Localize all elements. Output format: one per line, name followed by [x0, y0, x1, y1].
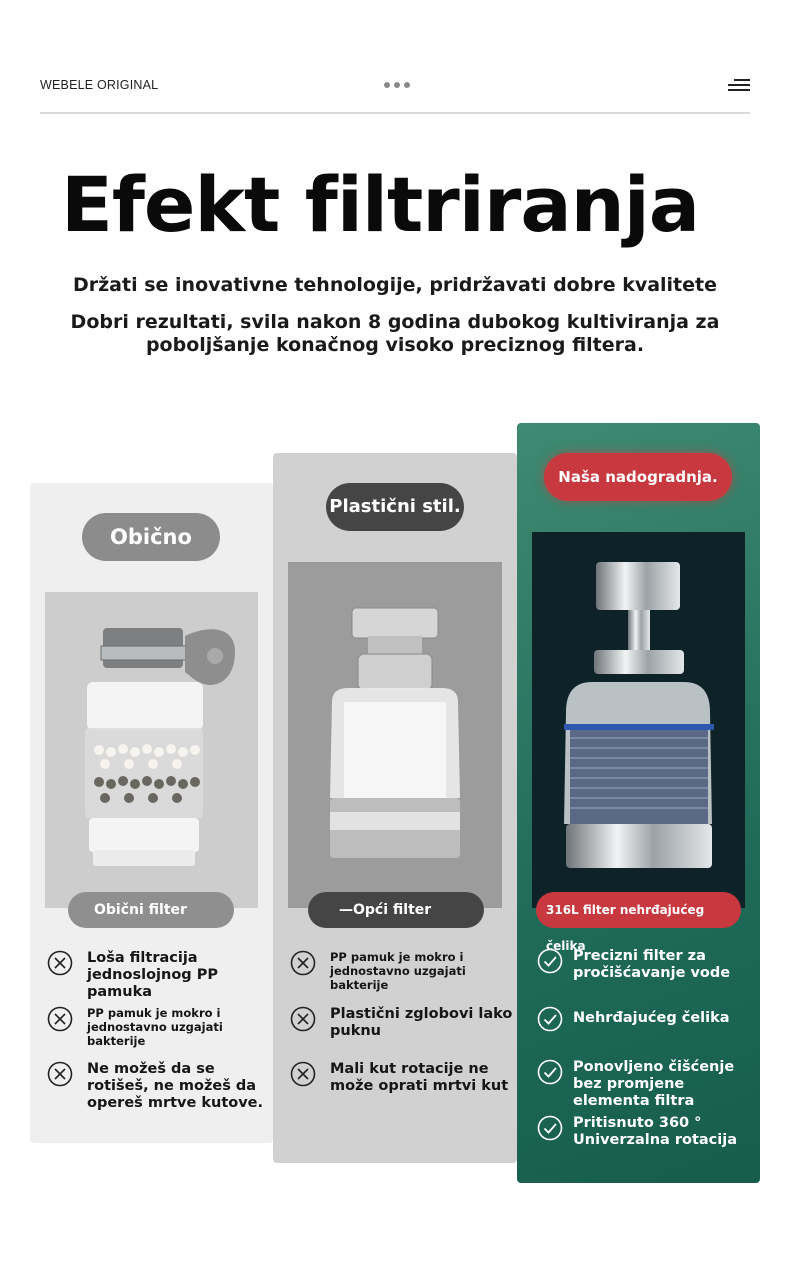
- check-circle-icon: [537, 1006, 563, 1032]
- steel-filter-image: [532, 532, 745, 908]
- feature-text: Plastični zglobovi lako puknu: [330, 1006, 513, 1039]
- hamburger-menu-icon[interactable]: [728, 79, 750, 93]
- badge-ordinary: Obično: [82, 513, 220, 561]
- x-circle-icon: [290, 950, 316, 976]
- subtitle-primary: Držati se inovativne tehnologije, pridržavati dobre kvalitete: [72, 274, 717, 296]
- x-circle-icon: [47, 950, 73, 976]
- column-ordinary: [30, 483, 273, 1143]
- caption-ordinary: Obični filter: [68, 892, 234, 928]
- ordinary-filter-image: [45, 592, 258, 908]
- feature-text: Ne možeš da se rotišeš, ne možeš da opereš mrtve kutove.: [87, 1061, 264, 1111]
- feature-text: Nehrđajućeg čelika: [573, 1010, 730, 1026]
- page-title: Efekt filtriranja: [60, 160, 700, 249]
- plastic-filter-illustration: [288, 562, 502, 908]
- caption-plastic: —Opći filter: [308, 892, 484, 928]
- feature-text: Loša filtracija jednoslojnog PP pamuka: [87, 950, 218, 1000]
- more-dots-icon[interactable]: [384, 82, 410, 88]
- steel-filter-illustration: [532, 532, 745, 908]
- feature-text: Precizni filter za pročišćavanje vode: [573, 948, 731, 981]
- top-bar: [40, 70, 750, 114]
- check-circle-icon: [537, 948, 563, 974]
- column-plastic: [273, 453, 517, 1163]
- caption-upgrade: 316L filter nehrđajućeg čelika: [536, 892, 741, 928]
- x-circle-icon: [47, 1061, 73, 1087]
- plastic-filter-image: [288, 562, 502, 908]
- ordinary-filter-illustration: [45, 592, 258, 908]
- check-circle-icon: [537, 1059, 563, 1085]
- x-circle-icon: [290, 1006, 316, 1032]
- badge-upgrade: Naša nadogradnja.: [544, 453, 732, 501]
- x-circle-icon: [47, 1006, 73, 1032]
- feature-text: Ponovljeno čišćenje bez promjene elementa filtra: [573, 1059, 735, 1109]
- feature-text: PP pamuk je mokro i jednostavno uzgajati bakterije: [87, 1006, 223, 1048]
- check-circle-icon: [537, 1115, 563, 1141]
- subtitle-secondary: Dobri rezultati, svila nakon 8 godina dubokog kultiviranja za poboljšanje konačnog visoko preciznog filtera.: [70, 311, 720, 356]
- column-upgrade: [517, 423, 760, 1183]
- feature-text: Pritisnuto 360 ° Univerzalna rotacija: [573, 1115, 738, 1148]
- x-circle-icon: [290, 1061, 316, 1087]
- feature-text: PP pamuk je mokro i jednostavno uzgajati bakterije: [330, 950, 466, 992]
- badge-plastic: Plastični stil.: [326, 483, 464, 531]
- feature-text: Mali kut rotacije ne može oprati mrtvi kut: [330, 1061, 509, 1094]
- brand-name: WEBELE ORIGINAL: [40, 78, 159, 92]
